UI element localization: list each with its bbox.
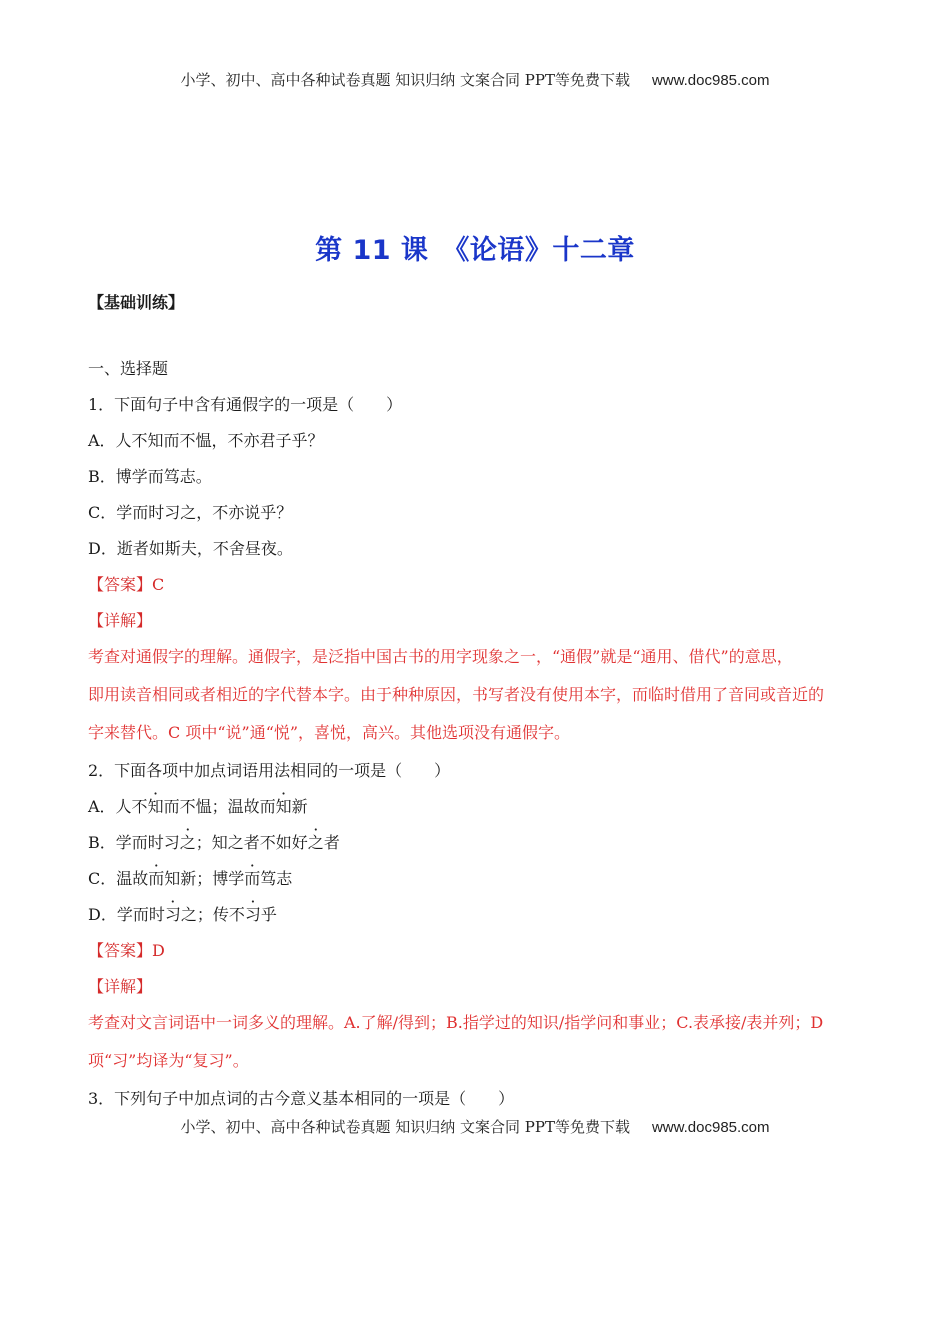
dotted-word: 习 [244, 905, 261, 924]
section-label: 【基础训练】 [88, 293, 185, 312]
page-header [0, 69, 950, 90]
dotted-word: 知 [147, 797, 164, 816]
dotted-word: 习 [164, 905, 181, 924]
dotted-word: 而 [148, 869, 165, 888]
q1-answer: 【答案】C [88, 575, 165, 594]
q1-option-b: B．博学而笃志。 [88, 467, 212, 486]
header-text: 小学、初中、高中各种试卷真题 知识归纳 文案合同 PPT等免费下载 [180, 71, 630, 89]
footer-url[interactable]: www.doc985.com [651, 1119, 770, 1136]
q1-detail-line-3: 字来替代。C 项中“说”通“悦”，喜悦，高兴。其他选项没有通假字。 [88, 723, 571, 742]
q1-detail-line-1: 考查对通假字的理解。通假字，是泛指中国古书的用字现象之一，“通假”就是“通用、借代”的意思， [88, 647, 793, 666]
footer-text: 小学、初中、高中各种试卷真题 知识归纳 文案合同 PPT等免费下载 [180, 1118, 630, 1136]
dotted-word: 之 [179, 833, 196, 852]
page-footer [0, 1116, 950, 1137]
q2-answer: 【答案】D [88, 941, 165, 960]
q1-detail-label: 【详解】 [88, 611, 153, 630]
dotted-word: 之 [307, 833, 324, 852]
q2-stem: 2．下面各项中加点词语用法相同的一项是（ ） [88, 761, 451, 780]
header-url[interactable]: www.doc985.com [651, 72, 770, 89]
lesson-title: 第 11 课 《论语》十二章 [315, 235, 635, 266]
q2-option-d: D．学而时习之；传不习乎 [88, 905, 277, 924]
question-content [88, 357, 868, 1123]
q1-stem: 1．下面句子中含有通假字的一项是（ ） [88, 395, 403, 414]
part-heading: 一、选择题 [88, 359, 169, 378]
q2-detail-line-1: 考查对文言词语中一词多义的理解。A.了解/得到；B.指学过的知识/指学问和事业；C.表承接/表并列；D [88, 1013, 824, 1032]
dotted-word: 而 [244, 869, 261, 888]
q2-detail-label: 【详解】 [88, 977, 153, 996]
q1-option-a: A．人不知而不愠，不亦君子乎？ [88, 431, 324, 450]
q1-option-d: D．逝者如斯夫，不舍昼夜。 [88, 539, 293, 558]
q2-option-b: B．学而时习之；知之者不如好之者 [88, 833, 340, 852]
dotted-word: 知 [275, 797, 292, 816]
q2-option-a: A．人不知而不愠；温故而知新 [88, 797, 308, 816]
q2-detail-line-2: 项“习”均译为“复习”。 [88, 1051, 249, 1070]
q3-stem: 3．下列句子中加点词的古今意义基本相同的一项是（ ） [88, 1089, 515, 1108]
q2-option-c: C．温故而知新；博学而笃志 [88, 869, 293, 888]
q1-detail-line-2: 即用读音相同或者相近的字代替本字。由于种种原因，书写者没有使用本字，而临时借用了音同或音近的 [88, 685, 825, 704]
q1-option-c: C．学而时习之，不亦说乎？ [88, 503, 293, 522]
